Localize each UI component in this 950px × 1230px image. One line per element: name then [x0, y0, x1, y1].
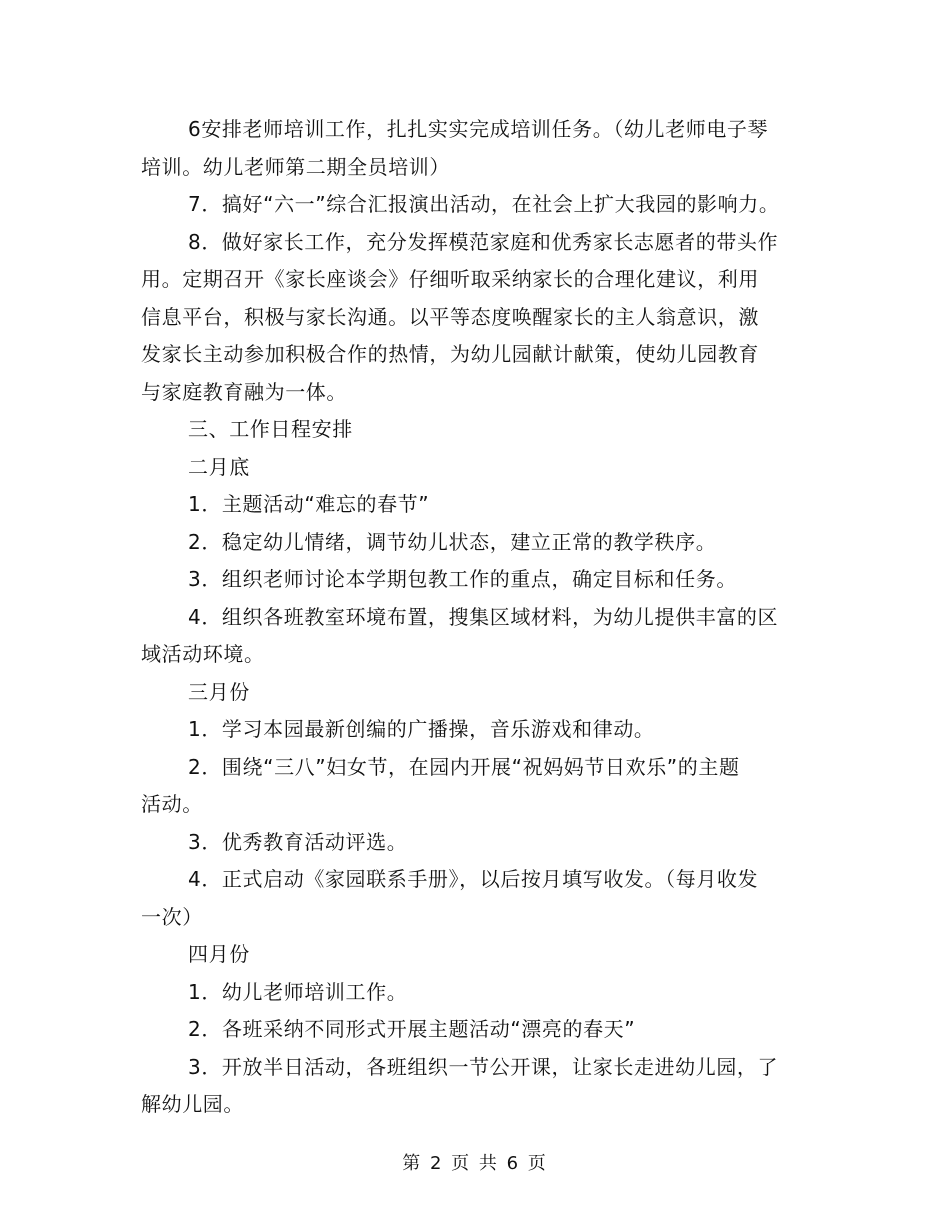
page-footer: 第 2 页 共 6 页: [402, 1153, 548, 1174]
text-line: 三、工作日程安排: [188, 417, 353, 441]
text-line: 2．各班采纳不同形式开展主题活动“漂亮的春天”: [188, 1017, 636, 1041]
text-line: 2．围绕“三八”妇女节，在园内开展“祝妈妈节日欢乐”的主题: [188, 754, 740, 779]
text-line: 用。定期召开《家长座谈会》仔细听取采纳家长的合理化建议，利用: [141, 267, 759, 291]
text-line: 2．稳定幼儿情绪，调节幼儿状态，建立正常的教学秩序。: [188, 529, 717, 554]
text-line: 四月份: [188, 942, 250, 966]
text-line: 7．搞好“六一”综合汇报演出活动，在社会上扩大我园的影响力。: [188, 192, 780, 216]
text-line: 4．正式启动《家园联系手册》，以后按月填写收发。（每月收发: [188, 867, 759, 891]
text-line: 3．开放半日活动，各班组织一节公开课，让家长走进幼儿园，了: [188, 1054, 779, 1079]
text-line: 3．组织老师讨论本学期包教工作的重点，确定目标和任务。: [188, 567, 737, 591]
text-line: 3．优秀教育活动评选。: [188, 829, 408, 854]
text-line: 二月底: [188, 454, 250, 479]
text-line: 6安排老师培训工作，扎扎实实完成培训任务。（幼儿老师电子琴: [188, 117, 769, 141]
text-line: 一次）: [141, 904, 203, 929]
text-line: 4．组织各班教室环境布置，搜集区域材料，为幼儿提供丰富的区: [188, 604, 779, 629]
text-line: 1．主题活动“难忘的春节”: [188, 492, 430, 516]
text-line: 解幼儿园。: [141, 1092, 244, 1116]
text-line: 培训。幼儿老师第二期全员培训）: [141, 154, 450, 179]
text-line: 活动。: [141, 792, 203, 816]
text-line: 与家庭教育融为一体。: [141, 379, 347, 404]
document-body: [141, 111, 831, 1124]
text-line: 信息平台，积极与家长沟通。以平等态度唤醒家长的主人翁意识，激: [141, 304, 759, 329]
text-line: 1．幼儿老师培训工作。: [188, 979, 408, 1004]
text-line: 8．做好家长工作，充分发挥模范家庭和优秀家长志愿者的带头作: [188, 229, 779, 254]
text-line: 三月份: [188, 679, 250, 704]
text-line: 发家长主动参加积极合作的热情，为幼儿园献计献策，使幼儿园教育: [141, 342, 759, 366]
text-line: 1．学习本园最新创编的广播操，音乐游戏和律动。: [188, 717, 655, 741]
text-line: 域活动环境。: [141, 642, 265, 666]
